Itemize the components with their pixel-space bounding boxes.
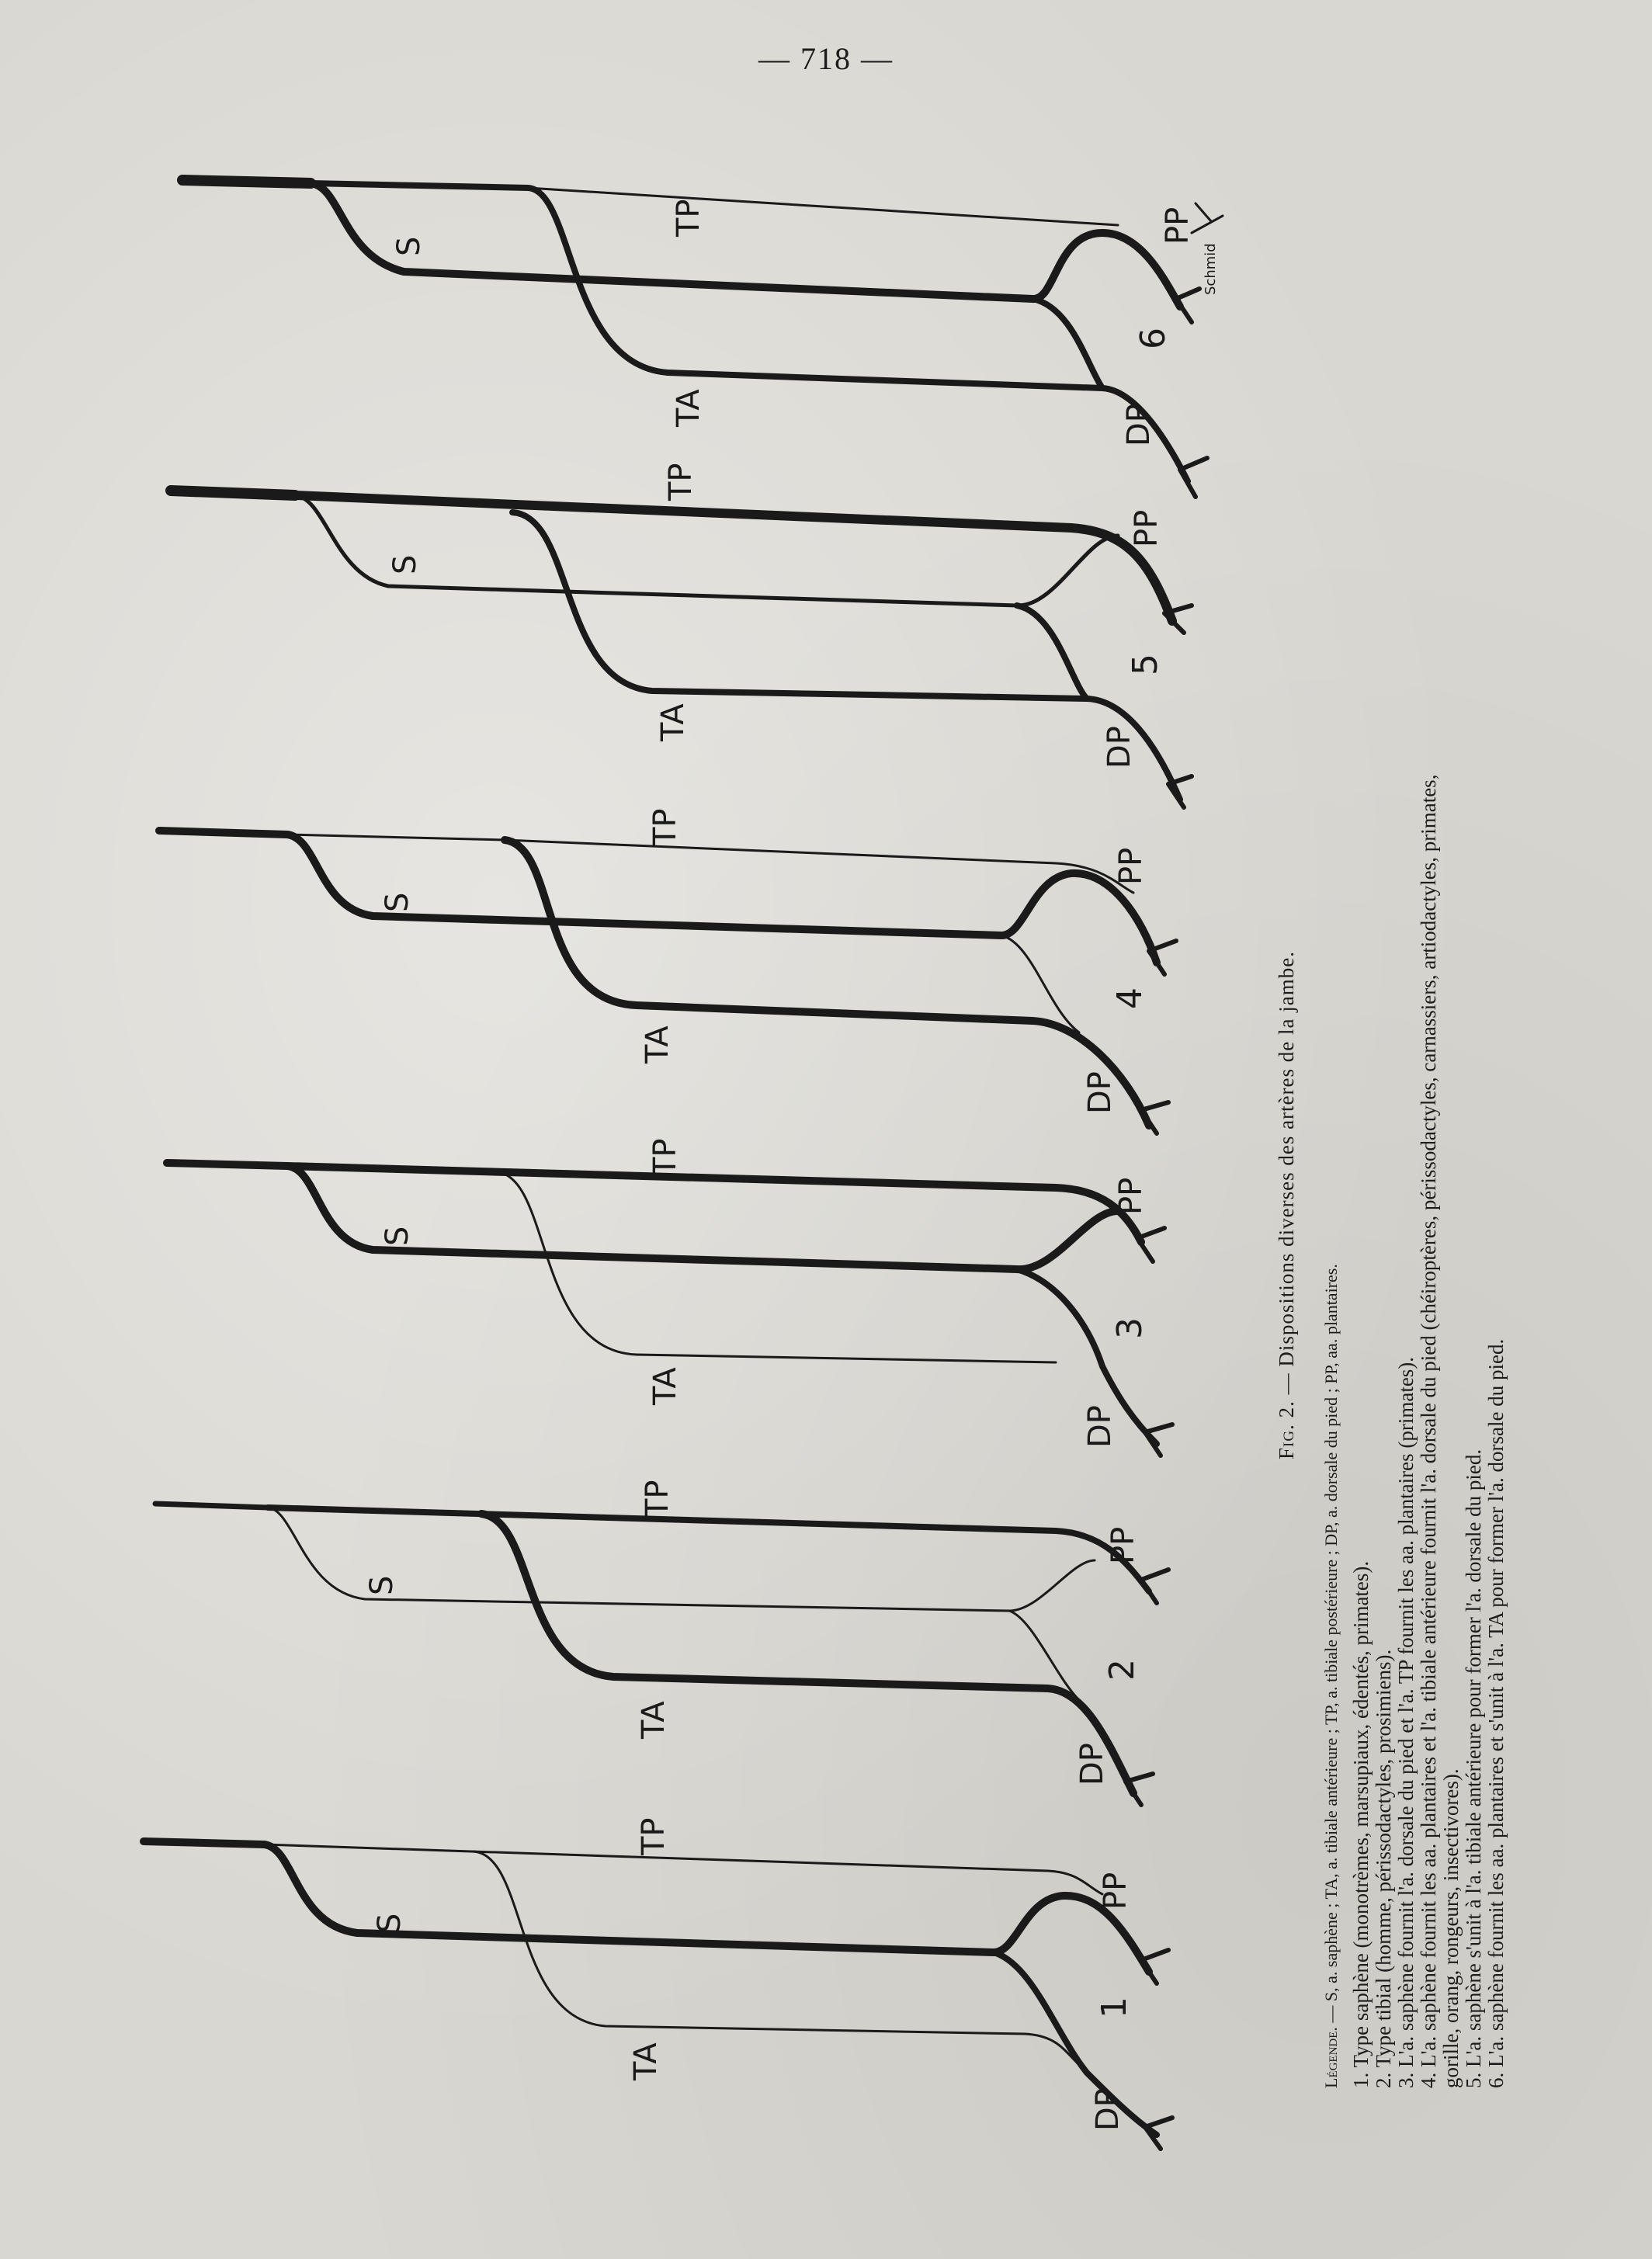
variant-2-tibial-anterior: [481, 1514, 1133, 1793]
variant-6-label-ta: TA: [671, 389, 706, 427]
variant-1-tibial-posterior: [264, 1844, 1102, 1894]
variant-4-number: 4: [1110, 987, 1150, 1009]
variant-6-label-tp: TP: [671, 199, 706, 237]
variant-2-tibial-posterior: [268, 1508, 1149, 1591]
variant-1-number: 1: [1095, 1997, 1134, 2018]
variant-3-dp-fork: [1145, 1424, 1172, 1456]
variant-6-label-dp: DP: [1121, 404, 1157, 446]
variant-4-label-ta: TA: [640, 1025, 675, 1064]
variant-5-label-ta: TA: [655, 703, 691, 741]
legend-header: [1320, 775, 1342, 2088]
variant-5-tibial-anterior: [512, 509, 1180, 800]
variant-4-vessels: [159, 831, 1176, 1133]
variant-5-label-tp: TP: [663, 463, 699, 501]
variant-2-label-tp: TP: [640, 1480, 675, 1518]
variant-3-tibial-posterior: [287, 1166, 1141, 1242]
variant-6-label-pp: PP: [1160, 206, 1196, 245]
variant-1-pp-fork: [1141, 1950, 1168, 1983]
page-number: — 718 —: [758, 41, 894, 76]
variant-5-label-s: S: [387, 554, 423, 574]
variant-3-label-dp: DP: [1082, 1405, 1118, 1448]
figure-caption: [1275, 951, 1299, 1459]
variant-3-vessels: [167, 1163, 1172, 1456]
variant-4-label-pp: PP: [1113, 847, 1149, 885]
variant-3-label-pp: PP: [1113, 1177, 1149, 1215]
variant-4-dp-fork: [1141, 1102, 1168, 1133]
variant-2-vessels: [155, 1504, 1168, 1805]
variant-2-label-dp: DP: [1074, 1743, 1110, 1785]
variant-2-label-pp: PP: [1105, 1526, 1141, 1564]
variant-6-dp-branch: [1032, 299, 1102, 388]
variant-1-label-s: S: [372, 1913, 408, 1933]
legend-item: 4. L'a. saphène fournit les aa. plantaires et l'a. tibiale antérieure fournit l'a. dorsale du pied (chéiroptères, périssodactyles, carnassiers, artiodactyles, primates,: [1417, 774, 1440, 2088]
variant-1-dp-branch: [994, 1952, 1157, 2135]
variant-5-trunk: [171, 491, 295, 495]
variant-4-label-dp: DP: [1082, 1071, 1118, 1114]
variant-5-label-dp: DP: [1102, 726, 1137, 769]
variant-4-trunk: [159, 831, 287, 835]
variant-2-pp-fork: [1141, 1570, 1168, 1603]
variant-6-tibial-anterior: [311, 183, 1188, 481]
legend-abbreviations: S, a. saphène ; TA, a. tibiale antérieure ; TP, a. tibiale postérieure ; DP, a. dorsale du pied ; PP, aa. plantaires.: [1321, 1264, 1341, 2002]
variant-6-tibial-posterior: [311, 183, 1118, 225]
variant-1-label-dp: DP: [1090, 2088, 1126, 2131]
legend: [1320, 775, 1508, 2088]
variant-6-dp-fork: [1180, 458, 1207, 497]
variant-6-pp-fork: [1176, 289, 1199, 322]
variant-4-label-tp: TP: [647, 808, 683, 846]
figure-caption-label: Fig. 2. —: [1275, 1372, 1298, 1459]
signature-flourish: [1192, 203, 1223, 233]
legend-item: 3. L'a. saphène fournit l'a. dorsale du pied et l'a. TP fournit les aa. plantaires (primates).: [1394, 1356, 1418, 2088]
variant-6-trunk: [182, 180, 311, 183]
legend-label: Légende. —: [1321, 2005, 1341, 2088]
variant-1-label-tp: TP: [636, 1817, 672, 1855]
variant-2-dp-fork: [1126, 1774, 1153, 1805]
variant-2-trunk: [155, 1504, 268, 1508]
variant-1-vessels: [144, 1841, 1172, 2149]
legend-item: 1. Type saphène (monotrèmes, marsupiaux, édentés, primates).: [1349, 1560, 1373, 2088]
variant-1-tibial-anterior: [474, 1851, 1079, 2065]
variant-2-label-ta: TA: [636, 1701, 672, 1739]
variant-5-vessels: [171, 491, 1192, 807]
variant-3-trunk: [167, 1163, 287, 1166]
variant-3-pp-fork: [1137, 1228, 1164, 1261]
variant-3-label-ta: TA: [647, 1367, 683, 1405]
variant-4-tibial-posterior: [287, 835, 1133, 893]
legend-item: 2. Type tibial (homme, périssodactyles, prosimiens).: [1372, 1649, 1395, 2088]
variant-6-label-s: S: [391, 236, 427, 256]
variant-1-saphene: [264, 1844, 1149, 1972]
variant-5-dp-fork: [1168, 776, 1192, 807]
variant-2-number: 2: [1102, 1659, 1142, 1681]
variant-5-tibial-posterior: [295, 495, 1172, 621]
variant-4-label-s: S: [380, 892, 415, 912]
variant-1-label-ta: TA: [628, 2042, 664, 2080]
variant-3-label-s: S: [380, 1226, 415, 1246]
legend-item: 5. L'a. saphène s'unit à l'a. tibiale antérieure pour former l'a. dorsale du pied.: [1462, 1449, 1485, 2088]
legend-item: 6. L'a. saphène fournit les aa. plantaires et s'unit à l'a. TA pour former l'a. dorsale du pied.: [1484, 1338, 1508, 2088]
figure-caption-text: Dispositions diverses des artères de la jambe.: [1275, 951, 1298, 1367]
variant-1-trunk: [144, 1841, 264, 1844]
variant-2-label-s: S: [364, 1575, 400, 1595]
variant-3-number: 3: [1110, 1317, 1150, 1339]
variant-3-label-tp: TP: [647, 1138, 683, 1176]
variant-1-label-pp: PP: [1098, 1872, 1133, 1910]
legend-item: gorille, orang, rongeurs, insectivores).: [1439, 1768, 1463, 2088]
signature: Schmid: [1203, 243, 1219, 295]
variant-4-saphene: [287, 835, 1157, 963]
variant-5-number: 5: [1126, 654, 1165, 675]
variant-5-label-pp: PP: [1129, 509, 1164, 547]
variant-6-number: 6: [1133, 328, 1173, 349]
variant-5-ta-link: [1017, 606, 1087, 699]
